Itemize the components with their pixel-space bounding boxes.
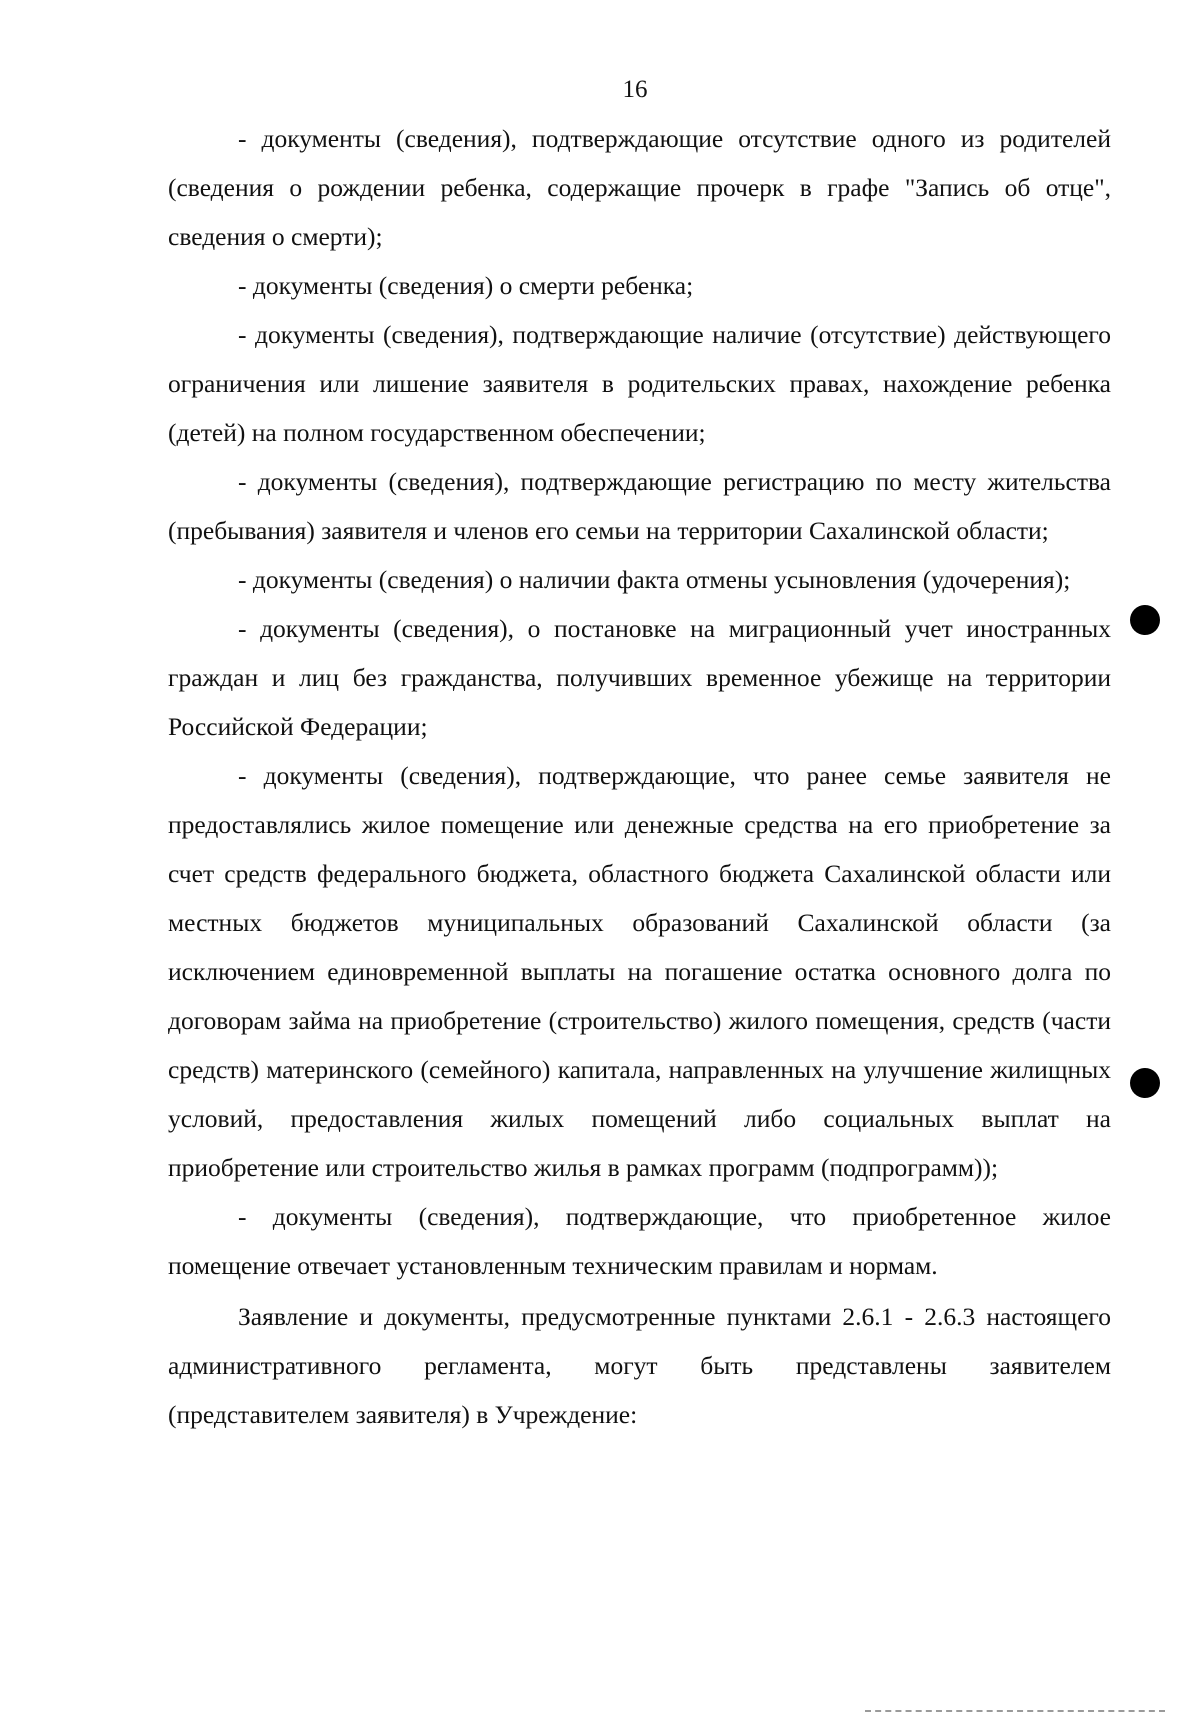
paragraph-absent-parent: - документы (сведения), подтверждающие отсутствие одного из родителей (сведения о рождении ребенка, содержащие прочерк в графе "Запись об отце", сведения о смерти); — [168, 124, 1111, 251]
bottom-dashed-rule — [865, 1710, 1165, 1712]
punch-hole-mark — [1130, 605, 1160, 635]
paragraph-child-death: - документы (сведения) о смерти ребенка; — [238, 271, 694, 300]
paragraph-parental-rights: - документы (сведения), подтверждающие наличие (отсутствие) действующего ограничения или лишение заявителя в родительских правах, нахождение ребенка (детей) на полном государственном обеспечении; — [168, 320, 1111, 447]
paragraph-adoption-cancel: - документы (сведения) о наличии факта отмены усыновления (удочерения); — [238, 565, 1071, 594]
paragraph-application-submission: Заявление и документы, предусмотренные пунктами 2.6.1 - 2.6.3 настоящего административного регламента, могут быть представлены заявителем (представителем заявителя) в Учреждение: — [168, 1302, 1111, 1429]
paragraph-housing-support: - документы (сведения), подтверждающие, что ранее семье заявителя не предоставлялись жилое помещение или денежные средства на его приобретение за счет средств федерального бюджета, областного бюджета Сахалинской области или местных бюджетов муниципальных образований Сахалинской области (за исключением единовременной выплаты на погашение остатка основного долга по договорам займа на приобретение (строительство) жилого помещения, средств (части средств) материнского (семейного) капитала, направленных на улучшение жилищных условий, предоставления жилых помещений либо социальных выплат на приобретение или строительство жилья в рамках программ (подпрограмм)); — [168, 761, 1111, 1182]
punch-hole-mark — [1130, 1068, 1160, 1098]
paragraph-technical-norms: - документы (сведения), подтверждающие, что приобретенное жилое помещение отвечает установленным техническим правилам и нормам. — [168, 1202, 1111, 1280]
paragraph-migration: - документы (сведения), о постановке на миграционный учет иностранных граждан и лиц без гражданства, получивших временное убежище на территории Российской Федерации; — [168, 614, 1111, 741]
page-number: 16 — [622, 76, 648, 103]
paragraph-registration: - документы (сведения), подтверждающие регистрацию по месту жительства (пребывания) заявителя и членов его семьи на территории Сахалинской области; — [168, 467, 1111, 545]
document-body — [168, 114, 1111, 1439]
